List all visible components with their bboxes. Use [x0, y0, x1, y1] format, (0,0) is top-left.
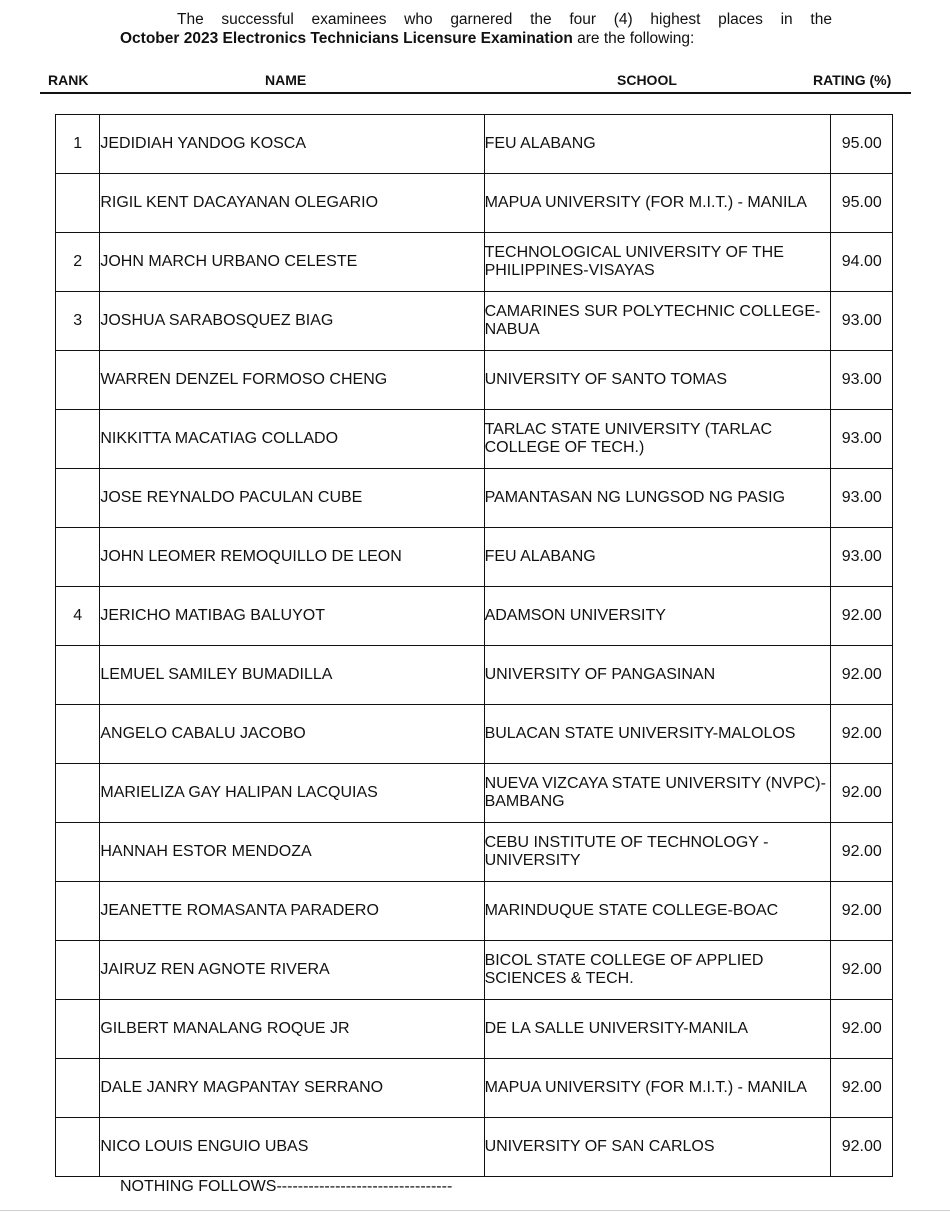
- rank-cell: [56, 646, 100, 705]
- school-cell: UNIVERSITY OF SANTO TOMAS: [484, 351, 831, 410]
- name-cell: JOHN LEOMER REMOQUILLO DE LEON: [100, 528, 484, 587]
- table-row: [56, 646, 893, 705]
- rating-cell: 92.00: [831, 1059, 893, 1118]
- rating-cell: 92.00: [831, 705, 893, 764]
- intro-word: The: [177, 11, 204, 28]
- name-cell: JEANETTE ROMASANTA PARADERO: [100, 882, 484, 941]
- school-cell: PAMANTASAN NG LUNGSOD NG PASIG: [484, 469, 831, 528]
- table-row: [56, 351, 893, 410]
- results-table-body: [56, 115, 893, 1177]
- table-row: [56, 469, 893, 528]
- name-cell: ANGELO CABALU JACOBO: [100, 705, 484, 764]
- rank-cell: 1: [56, 115, 100, 174]
- name-cell: JOSHUA SARABOSQUEZ BIAG: [100, 292, 484, 351]
- school-cell: BICOL STATE COLLEGE OF APPLIED SCIENCES & TECH.: [484, 941, 831, 1000]
- intro-word: the: [530, 11, 552, 28]
- school-cell: FEU ALABANG: [484, 528, 831, 587]
- rating-cell: 93.00: [831, 410, 893, 469]
- rank-cell: [56, 528, 100, 587]
- rating-column-header: RATING (%): [813, 72, 892, 88]
- name-cell: NICO LOUIS ENGUIO UBAS: [100, 1118, 484, 1177]
- rank-column-header: RANK: [48, 72, 89, 88]
- rank-cell: 2: [56, 233, 100, 292]
- table-row: [56, 764, 893, 823]
- school-cell: NUEVA VIZCAYA STATE UNIVERSITY (NVPC)-BAMBANG: [484, 764, 831, 823]
- rank-cell: [56, 764, 100, 823]
- intro-word: in: [780, 11, 793, 28]
- name-cell: MARIELIZA GAY HALIPAN LACQUIAS: [100, 764, 484, 823]
- intro-word: highest: [650, 11, 701, 28]
- name-cell: DALE JANRY MAGPANTAY SERRANO: [100, 1059, 484, 1118]
- column-header-row: [40, 72, 911, 94]
- intro-line-1: [120, 10, 832, 29]
- intro-word: (4): [613, 11, 633, 28]
- exam-name: October 2023 Electronics Technicians Licensure Examination: [120, 30, 573, 47]
- name-cell: WARREN DENZEL FORMOSO CHENG: [100, 351, 484, 410]
- table-row: [56, 1118, 893, 1177]
- name-cell: JERICHO MATIBAG BALUYOT: [100, 587, 484, 646]
- table-row: [56, 528, 893, 587]
- rank-cell: [56, 174, 100, 233]
- school-cell: UNIVERSITY OF PANGASINAN: [484, 646, 831, 705]
- school-cell: MARINDUQUE STATE COLLEGE-BOAC: [484, 882, 831, 941]
- school-cell: CAMARINES SUR POLYTECHNIC COLLEGE-NABUA: [484, 292, 831, 351]
- table-row: [56, 823, 893, 882]
- intro-word: examinees: [311, 11, 387, 28]
- rank-cell: [56, 823, 100, 882]
- intro-line-2: [120, 29, 832, 48]
- intro-paragraph: [120, 10, 832, 48]
- rank-cell: [56, 351, 100, 410]
- table-row: [56, 882, 893, 941]
- school-cell: CEBU INSTITUTE OF TECHNOLOGY - UNIVERSITY: [484, 823, 831, 882]
- rank-cell: [56, 410, 100, 469]
- rank-cell: 3: [56, 292, 100, 351]
- name-cell: JEDIDIAH YANDOG KOSCA: [100, 115, 484, 174]
- table-row: [56, 292, 893, 351]
- school-cell: BULACAN STATE UNIVERSITY-MALOLOS: [484, 705, 831, 764]
- school-cell: MAPUA UNIVERSITY (FOR M.I.T.) - MANILA: [484, 1059, 831, 1118]
- rating-cell: 92.00: [831, 941, 893, 1000]
- table-row: [56, 587, 893, 646]
- name-cell: RIGIL KENT DACAYANAN OLEGARIO: [100, 174, 484, 233]
- intro-word: places: [718, 11, 763, 28]
- rank-cell: [56, 1118, 100, 1177]
- rating-cell: 93.00: [831, 292, 893, 351]
- table-row: [56, 941, 893, 1000]
- rank-cell: [56, 1059, 100, 1118]
- name-cell: LEMUEL SAMILEY BUMADILLA: [100, 646, 484, 705]
- rank-cell: [56, 1000, 100, 1059]
- rank-cell: [56, 705, 100, 764]
- school-cell: TECHNOLOGICAL UNIVERSITY OF THE PHILIPPINES-VISAYAS: [484, 233, 831, 292]
- name-cell: NIKKITTA MACATIAG COLLADO: [100, 410, 484, 469]
- school-cell: UNIVERSITY OF SAN CARLOS: [484, 1118, 831, 1177]
- school-cell: ADAMSON UNIVERSITY: [484, 587, 831, 646]
- school-column-header: SCHOOL: [617, 72, 677, 88]
- nothing-follows-note: NOTHING FOLLOWS---------------------------------: [120, 1178, 453, 1195]
- results-table: [55, 114, 893, 1177]
- table-row: [56, 1000, 893, 1059]
- rating-cell: 92.00: [831, 882, 893, 941]
- table-row: [56, 410, 893, 469]
- name-cell: HANNAH ESTOR MENDOZA: [100, 823, 484, 882]
- rating-cell: 93.00: [831, 528, 893, 587]
- rank-cell: [56, 941, 100, 1000]
- table-row: [56, 115, 893, 174]
- rating-cell: 92.00: [831, 823, 893, 882]
- intro-line-2-suffix: are the following:: [572, 30, 695, 47]
- rating-cell: 92.00: [831, 646, 893, 705]
- school-cell: DE LA SALLE UNIVERSITY-MANILA: [484, 1000, 831, 1059]
- school-cell: TARLAC STATE UNIVERSITY (TARLAC COLLEGE OF TECH.): [484, 410, 831, 469]
- rating-cell: 92.00: [831, 1118, 893, 1177]
- rating-cell: 92.00: [831, 764, 893, 823]
- table-row: [56, 1059, 893, 1118]
- table-row: [56, 705, 893, 764]
- intro-word: successful: [221, 11, 294, 28]
- rating-cell: 93.00: [831, 469, 893, 528]
- intro-word: who: [404, 11, 433, 28]
- school-cell: MAPUA UNIVERSITY (FOR M.I.T.) - MANILA: [484, 174, 831, 233]
- rank-cell: [56, 469, 100, 528]
- rating-cell: 92.00: [831, 587, 893, 646]
- name-cell: GILBERT MANALANG ROQUE JR: [100, 1000, 484, 1059]
- rating-cell: 93.00: [831, 351, 893, 410]
- rank-cell: [56, 882, 100, 941]
- table-row: [56, 174, 893, 233]
- name-cell: JOSE REYNALDO PACULAN CUBE: [100, 469, 484, 528]
- intro-word: four: [569, 11, 597, 28]
- name-cell: JOHN MARCH URBANO CELESTE: [100, 233, 484, 292]
- name-column-header: NAME: [265, 72, 307, 88]
- rating-cell: 94.00: [831, 233, 893, 292]
- school-cell: FEU ALABANG: [484, 115, 831, 174]
- rating-cell: 95.00: [831, 115, 893, 174]
- rating-cell: 92.00: [831, 1000, 893, 1059]
- table-row: [56, 233, 893, 292]
- page-bottom-rule: [0, 1210, 950, 1211]
- name-cell: JAIRUZ REN AGNOTE RIVERA: [100, 941, 484, 1000]
- intro-word: garnered: [450, 11, 513, 28]
- rating-cell: 95.00: [831, 174, 893, 233]
- intro-word: the: [810, 11, 832, 28]
- rank-cell: 4: [56, 587, 100, 646]
